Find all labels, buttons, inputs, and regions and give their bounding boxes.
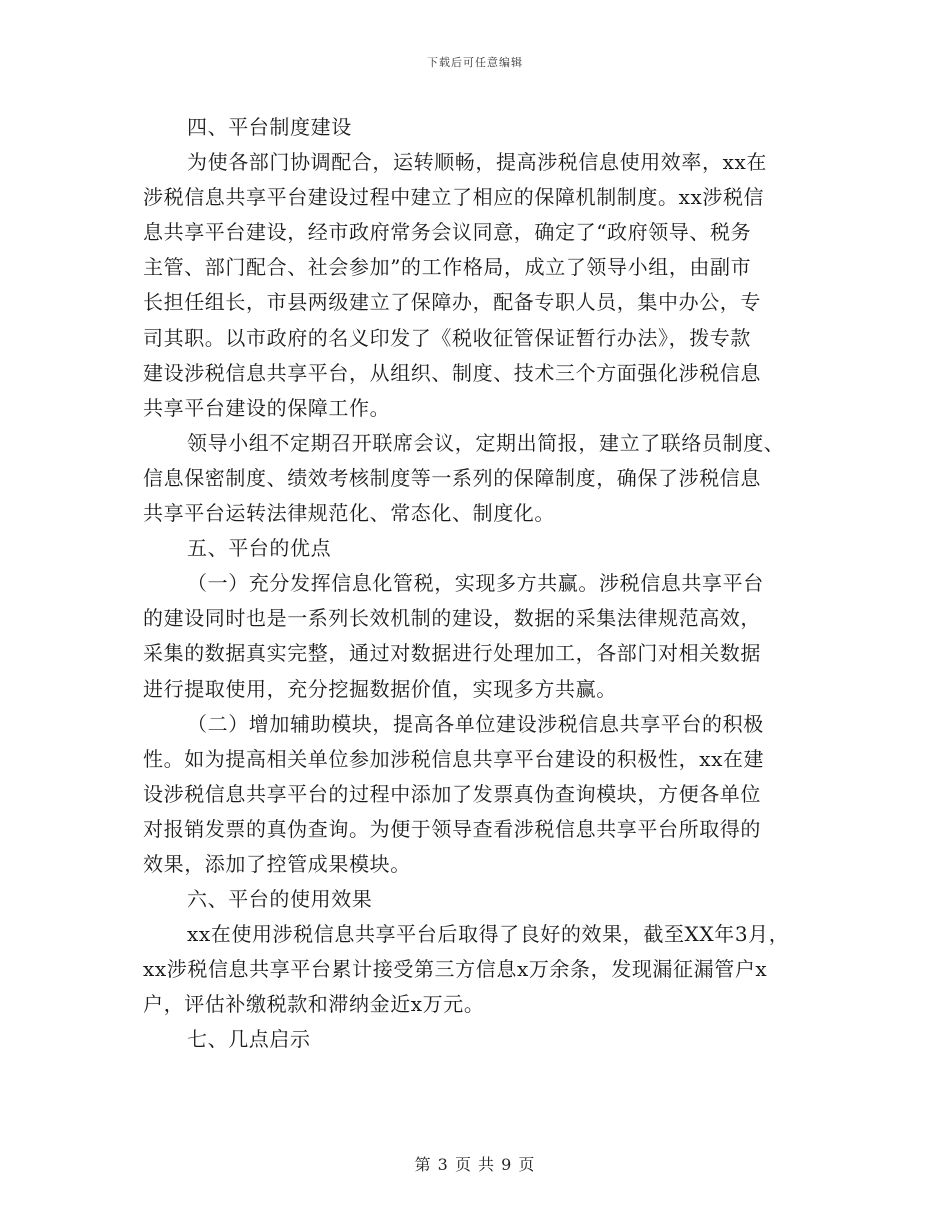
text-line: 户，评估补缴税款和滞纳金近x万元。 [143, 992, 485, 1017]
text-line: （一）充分发挥信息化管税，实现多方共赢。涉税信息共享平台 [187, 571, 764, 596]
text-line: 司其职。以市政府的名义印发了《税收征管保证暂行办法》，拨专款 [143, 325, 751, 350]
text-line: 六、平台的使用效果 [187, 887, 373, 912]
text-line: 建设涉税信息共享平台，从组织、制度、技术三个方面强化涉税信息 [143, 360, 761, 385]
text-line: 共享平台建设的保障工作。 [143, 395, 391, 420]
text-line: 共享平台运转法律规范化、常态化、制度化。 [143, 501, 555, 526]
text-line: 息共享平台建设，经市政府常务会议同意，确定了“政府领导、税务 [143, 220, 752, 245]
text-line: 为使各部门协调配合，运转顺畅，提高涉税信息使用效率，xx在 [187, 150, 767, 175]
text-line: 长担任组长，市县两级建立了保障办，配备专职人员，集中办公，专 [143, 290, 761, 315]
text-line: xx在使用涉税信息共享平台后取得了良好的效果，截至XX年3月， [187, 922, 790, 947]
text-line: 进行提取使用，充分挖掘数据价值，实现多方共赢。 [143, 676, 617, 701]
document-body [143, 110, 808, 1058]
text-line: 五、平台的优点 [187, 536, 332, 561]
text-line: 信息保密制度、绩效考核制度等一系列的保障制度，确保了涉税信息 [143, 465, 761, 490]
text-line: 的建设同时也是一系列长效机制的建设，数据的采集法律规范高效， [143, 606, 761, 631]
text-line: 涉税信息共享平台建设过程中建立了相应的保障机制制度。xx涉税信 [143, 185, 765, 210]
text-line: 设涉税信息共享平台的过程中添加了发票真伪查询模块，方便各单位 [143, 781, 761, 806]
text-line: 主管、部门配合、社会参加”的工作格局，成立了领导小组，由副市 [143, 255, 752, 280]
text-line: xx涉税信息共享平台累计接受第三方信息x万余条，发现漏征漏管户x [143, 957, 768, 982]
text-line: 效果，添加了控管成果模块。 [143, 851, 411, 876]
page-header: 下载后可任意编辑 [427, 56, 523, 69]
text-line: 领导小组不定期召开联席会议，定期出简报，建立了联络员制度、 [187, 430, 785, 455]
text-line: 性。如为提高相关单位参加涉税信息共享平台建设的积极性，xx在建 [143, 746, 765, 771]
text-line: 采集的数据真实完整，通过对数据进行处理加工，各部门对相关数据 [143, 641, 761, 666]
text-line: 对报销发票的真伪查询。为便于领导查看涉税信息共享平台所取得的 [143, 816, 761, 841]
text-line: 七、几点启示 [187, 1027, 311, 1052]
page-number-footer: 第 3 页 共 9 页 [414, 1155, 536, 1174]
text-line: 四、平台制度建设 [187, 115, 352, 139]
text-line: （二）增加辅助模块，提高各单位建设涉税信息共享平台的积极 [187, 711, 764, 736]
